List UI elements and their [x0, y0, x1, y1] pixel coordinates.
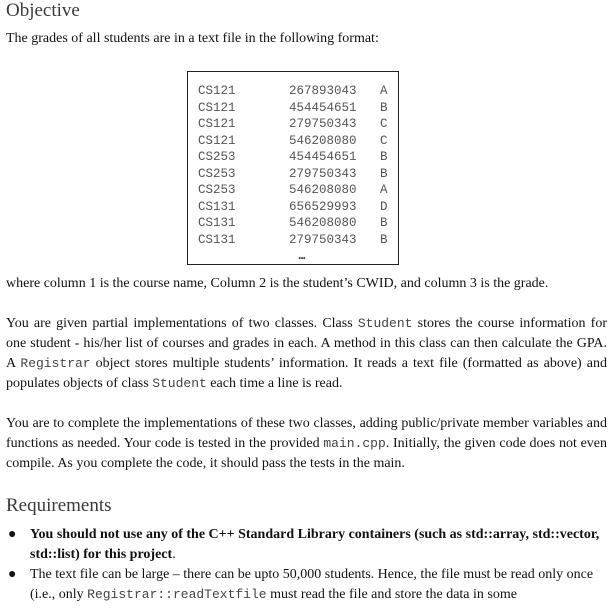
sample-grade: D [380, 199, 388, 214]
sample-course: CS131 [198, 199, 236, 214]
sample-grade: A [380, 84, 388, 98]
requirements-list [0, 525, 611, 605]
sample-course: CS253 [198, 183, 236, 197]
sample-course: CS121 [198, 100, 236, 115]
sample-grade: B [380, 166, 388, 181]
sample-grade: B [380, 150, 388, 164]
requirement-item: ● The text file can be large – there can be upto 50,000 students. Hence, the file must be read only once (i.e., only Registrar::readTextfile must read the file and store the data in some [8, 567, 594, 602]
bullet-icon: ● [8, 567, 17, 582]
sample-cwid: 279750343 [289, 117, 357, 131]
sample-course: CS121 [198, 133, 236, 148]
sample-grade: C [380, 133, 388, 148]
sample-cwid: 454454651 [289, 150, 357, 164]
code-main-cpp: main.cpp [323, 436, 386, 451]
sample-course: CS131 [198, 216, 236, 230]
sample-grade: C [380, 117, 388, 131]
sample-cwid: 267893043 [289, 84, 357, 98]
requirement-item: ● You should not use any of the C++ Standard Library containers (such as std::array, std::vector, std::list) for this project. [8, 527, 600, 562]
paragraph-task: You are to complete the implementations of these two classes, adding public/private member variables and functions as needed. Your code is tested in the provided main.cpp. Initially, the given code does not even compile. As you complete the code, it should pass the tests in the main. [6, 416, 607, 471]
ellipsis: ... [298, 248, 306, 262]
bullet-icon: ● [8, 527, 17, 542]
sample-course: CS131 [198, 232, 236, 247]
sample-file-box [187, 71, 399, 265]
sample-cwid: 454454651 [289, 100, 357, 115]
sample-cwid: 546208080 [289, 216, 357, 230]
code-student: Student [357, 316, 413, 331]
objective-heading: Objective [6, 0, 80, 21]
sample-cwid: 546208080 [289, 133, 357, 148]
code-readtextfile: Registrar::readTextfile [87, 587, 267, 602]
intro-text: The grades of all students are in a text file in the following format: [6, 31, 379, 46]
sample-course: CS253 [198, 150, 236, 164]
requirements-heading: Requirements [6, 495, 112, 516]
sample-course: CS121 [198, 117, 236, 131]
sample-grade: A [380, 183, 388, 197]
paragraph-classes: You are given partial implementations of two classes. Class Student stores the course information for one student - his/her list of courses and grades in each. A method in this class can then calculate the GPA. A Registrar object stores multiple students’ information. It reads a text file (formatted as above) and populates objects of class Student each time a line is read. [6, 316, 607, 391]
sample-course: CS253 [198, 166, 236, 181]
sample-cwid: 279750343 [289, 232, 357, 247]
sample-course: CS121 [198, 84, 236, 98]
sample-cwid: 546208080 [289, 183, 357, 197]
sample-cwid: 279750343 [289, 166, 357, 181]
sample-grade: B [380, 232, 388, 247]
column-description: where column 1 is the course name, Column 2 is the student’s CWID, and column 3 is the grade. [6, 276, 549, 291]
sample-cwid: 656529993 [289, 199, 357, 214]
sample-grade: B [380, 100, 388, 115]
code-student: Student [152, 376, 207, 391]
code-registrar: Registrar [20, 356, 91, 371]
sample-grade: B [380, 216, 388, 230]
